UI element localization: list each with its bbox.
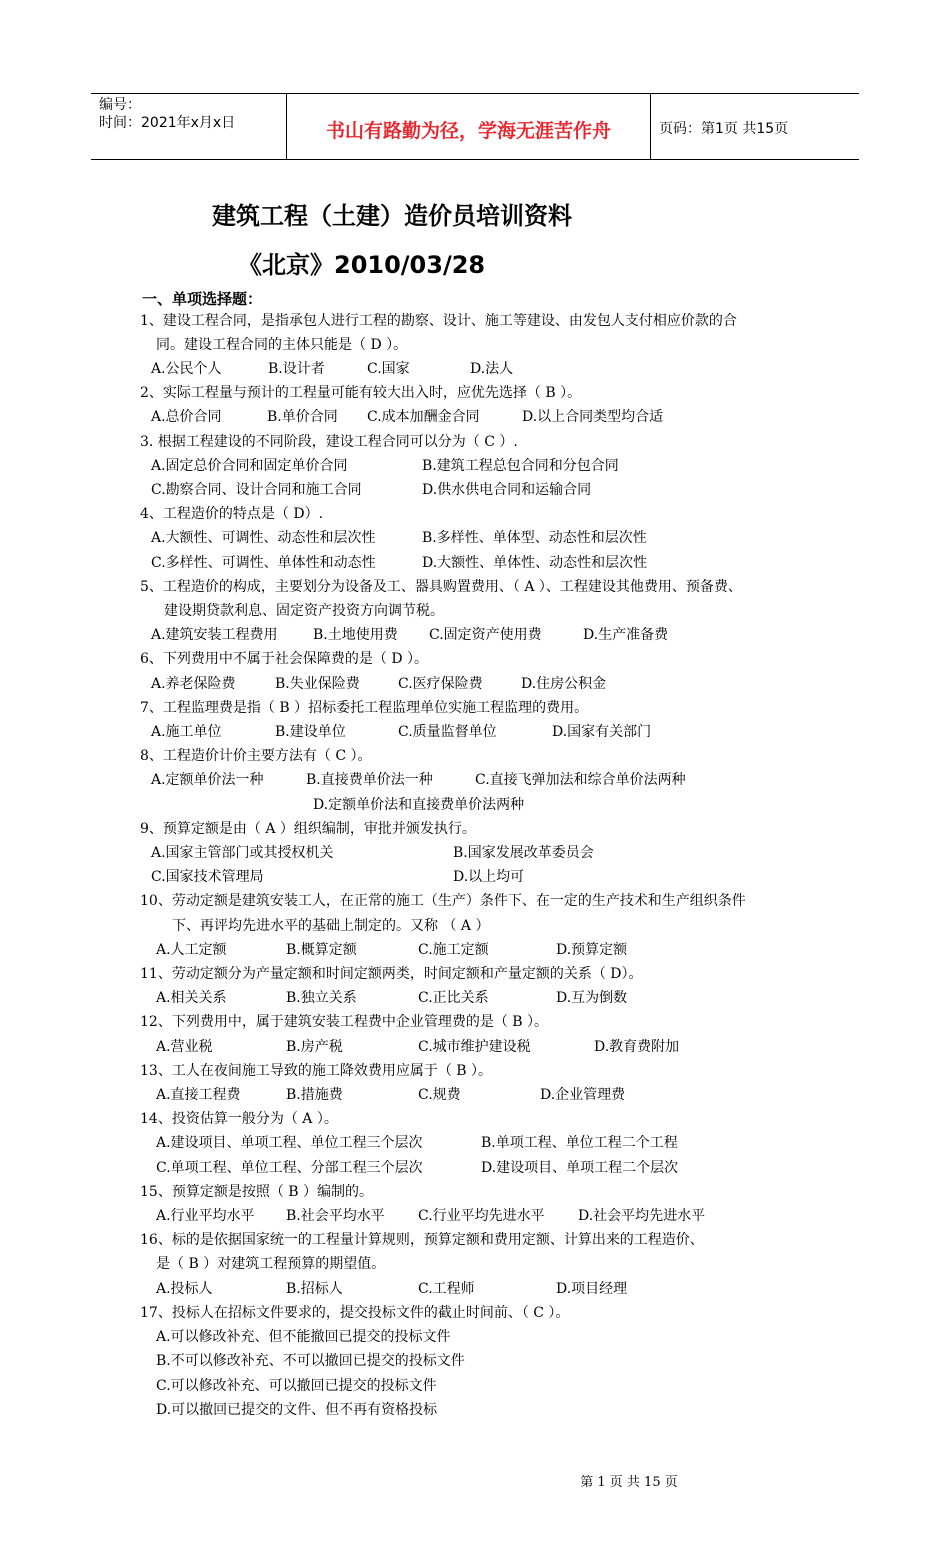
question-16-option-a: A.投标人 (156, 1281, 213, 1297)
question-1-option-a: A.公民个人 (151, 361, 222, 377)
question-6-option-d: D.住房公积金 (521, 676, 607, 692)
question-16-option-c: C.工程师 (418, 1281, 475, 1297)
document-title: 建筑工程（土建）造价员培训资料 (212, 202, 572, 230)
question-7-option-a: A.施工单位 (151, 724, 222, 740)
question-15-option-c: C.行业平均先进水平 (418, 1208, 545, 1224)
question-6-option-b: B.失业保险费 (275, 676, 360, 692)
question-4-option-a: A.大额性、可调性、动态性和层次性 (151, 530, 376, 546)
question-2-option-b: B.单价合同 (267, 409, 338, 425)
header-page-number: 页码：第1页 共15页 (659, 121, 789, 137)
question-9-option-a: A.国家主管部门或其授权机关 (151, 845, 334, 861)
question-10-text-cont: 下、再评均先进水平的基础上制定的。又称 （ A ） (172, 918, 490, 934)
question-5-option-a: A.建筑安装工程费用 (151, 627, 278, 643)
question-13-option-a: A.直接工程费 (156, 1087, 241, 1103)
question-5-text-cont: 建设期贷款利息、固定资产投资方向调节税。 (164, 603, 444, 619)
question-8-text: 8、工程造价计价主要方法有（ C ）。 (140, 748, 372, 764)
question-9-option-b: B.国家发展改革委员会 (453, 845, 594, 861)
question-10-option-d: D.预算定额 (556, 942, 628, 958)
question-13-option-c: C.规费 (418, 1087, 461, 1103)
question-13-text: 13、工人在夜间施工导致的施工降效费用应属于（ B ）。 (140, 1063, 493, 1079)
question-10-text: 10、劳动定额是建筑安装工人，在正常的施工（生产）条件下、在一定的生产技术和生产组织条件 (140, 893, 746, 909)
question-6-option-c: C.医疗保险费 (398, 676, 483, 692)
question-11-text: 11、劳动定额分为产量定额和时间定额两类，时间定额和产量定额的关系（ D）。 (140, 966, 643, 982)
question-17-option-b: B.不可以修改补充、不可以撤回已提交的投标文件 (156, 1353, 465, 1369)
question-4-option-d: D.大额性、单体性、动态性和层次性 (422, 555, 648, 571)
question-2-option-d: D.以上合同类型均合适 (522, 409, 664, 425)
question-15-text: 15、预算定额是按照（ B ）编制的。 (140, 1184, 374, 1200)
question-1-text-cont: 同。建设工程合同的主体只能是（ D ）。 (156, 337, 408, 353)
question-3-option-c: C.勘察合同、设计合同和施工合同 (151, 482, 362, 498)
document-subtitle: 《北京》2010/03/28 (238, 251, 486, 279)
page-footer: 第 1 页 共 15 页 (580, 1475, 678, 1490)
question-11-option-d: D.互为倒数 (556, 990, 628, 1006)
question-6-text: 6、下列费用中不属于社会保障费的是（ D ）。 (140, 651, 429, 667)
question-16-text: 16、标的是依据国家统一的工程量计算规则，预算定额和费用定额、计算出来的工程造价、 (140, 1232, 704, 1248)
question-17-option-d: D.可以撤回已提交的文件、但不再有资格投标 (156, 1402, 438, 1418)
question-14-option-d: D.建设项目、单项工程二个层次 (481, 1160, 679, 1176)
question-8-option-a: A.定额单价法一种 (151, 772, 264, 788)
question-8-option-c: C.直接飞弹加法和综合单价法两种 (475, 772, 686, 788)
question-7-option-b: B.建设单位 (275, 724, 346, 740)
question-15-option-b: B.社会平均水平 (286, 1208, 385, 1224)
question-4-text: 4、工程造价的特点是（ D）. (140, 506, 324, 522)
question-6-option-a: A.养老保险费 (151, 676, 236, 692)
header-motto-cell (286, 94, 651, 159)
question-4-option-b: B.多样性、单体型、动态性和层次性 (422, 530, 647, 546)
question-10-option-a: A.人工定额 (156, 942, 227, 958)
question-2-option-c: C.成本加酬金合同 (367, 409, 480, 425)
question-12-text: 12、下列费用中，属于建筑安装工程费中企业管理费的是（ B ）。 (140, 1014, 549, 1030)
section-heading: 一、单项选择题： (142, 290, 263, 308)
question-17-option-a: A.可以修改补充、但不能撤回已提交的投标文件 (156, 1329, 451, 1345)
question-5-option-b: B.土地使用费 (313, 627, 398, 643)
question-11-option-a: A.相关关系 (156, 990, 227, 1006)
question-14-text: 14、投资估算一般分为（ A ）。 (140, 1111, 338, 1127)
question-17-option-c: C.可以修改补充、可以撤回已提交的投标文件 (156, 1378, 437, 1394)
header-page-cell (651, 94, 859, 159)
question-1-option-c: C.国家 (367, 361, 410, 377)
question-12-option-d: D.教育费附加 (594, 1039, 680, 1055)
question-4-option-c: C.多样性、可调性、单体性和动态性 (151, 555, 376, 571)
question-12-option-a: A.营业税 (156, 1039, 213, 1055)
question-10-option-b: B.概算定额 (286, 942, 357, 958)
question-12-option-b: B.房产税 (286, 1039, 343, 1055)
question-5-option-c: C.固定资产使用费 (429, 627, 542, 643)
question-8-option-b: B.直接费单价法一种 (306, 772, 433, 788)
question-15-option-a: A.行业平均水平 (156, 1208, 255, 1224)
question-3-option-b: B.建筑工程总包合同和分包合同 (422, 458, 619, 474)
question-13-option-d: D.企业管理费 (540, 1087, 626, 1103)
question-5-option-d: D.生产准备费 (583, 627, 669, 643)
question-9-text: 9、预算定额是由（ A ）组织编制，审批并颁发执行。 (140, 821, 476, 837)
question-14-option-c: C.单项工程、单位工程、分部工程三个层次 (156, 1160, 423, 1176)
question-17-text: 17、投标人在招标文件要求的，提交投标文件的截止时间前、（ C ）。 (140, 1305, 570, 1321)
question-16-option-b: B.招标人 (286, 1281, 343, 1297)
question-9-option-d: D.以上均可 (453, 869, 525, 885)
question-8-option-d: D.定额单价法和直接费单价法两种 (313, 797, 525, 813)
question-7-text: 7、工程监理费是指（ B ）招标委托工程监理单位实施工程监理的费用。 (140, 700, 589, 716)
question-3-option-a: A.固定总价合同和固定单价合同 (151, 458, 348, 474)
page-header (91, 93, 859, 160)
question-7-option-c: C.质量监督单位 (398, 724, 497, 740)
question-3-option-d: D.供水供电合同和运输合同 (422, 482, 592, 498)
question-1-option-d: D.法人 (470, 361, 514, 377)
question-1-text: 1、建设工程合同，是指承包人进行工程的勘察、设计、施工等建设、由发包人支付相应价款的合 (140, 313, 737, 329)
question-12-option-c: C.城市维护建设税 (418, 1039, 531, 1055)
document-time-label: 时间：2021年x月x日 (99, 115, 236, 131)
question-16-option-d: D.项目经理 (556, 1281, 628, 1297)
question-3-text: 3. 根据工程建设的不同阶段，建设工程合同可以分为（ C ）. (140, 434, 518, 450)
question-15-option-d: D.社会平均先进水平 (578, 1208, 706, 1224)
document-number-label: 编号： (99, 97, 141, 113)
question-13-option-b: B.措施费 (286, 1087, 343, 1103)
question-2-text: 2、实际工程量与预计的工程量可能有较大出入时，应优先选择（ B ）。 (140, 385, 582, 401)
header-meta-cell (91, 94, 286, 159)
question-7-option-d: D.国家有关部门 (552, 724, 652, 740)
question-11-option-c: C.正比关系 (418, 990, 489, 1006)
question-2-option-a: A.总价合同 (151, 409, 222, 425)
question-14-option-a: A.建设项目、单项工程、单位工程三个层次 (156, 1135, 423, 1151)
question-11-option-b: B.独立关系 (286, 990, 357, 1006)
question-5-text: 5、工程造价的构成，主要划分为设备及工、器具购置费用、（ A ）、工程建设其他费用、预备费、 (140, 579, 742, 595)
question-10-option-c: C.施工定额 (418, 942, 489, 958)
question-14-option-b: B.单项工程、单位工程二个工程 (481, 1135, 678, 1151)
header-motto: 书山有路勤为径，学海无涯苦作舟 (325, 120, 611, 142)
question-9-option-c: C.国家技术管理局 (151, 869, 264, 885)
question-1-option-b: B.设计者 (268, 361, 325, 377)
question-16-text-cont: 是（ B ）对建筑工程预算的期望值。 (156, 1256, 386, 1272)
